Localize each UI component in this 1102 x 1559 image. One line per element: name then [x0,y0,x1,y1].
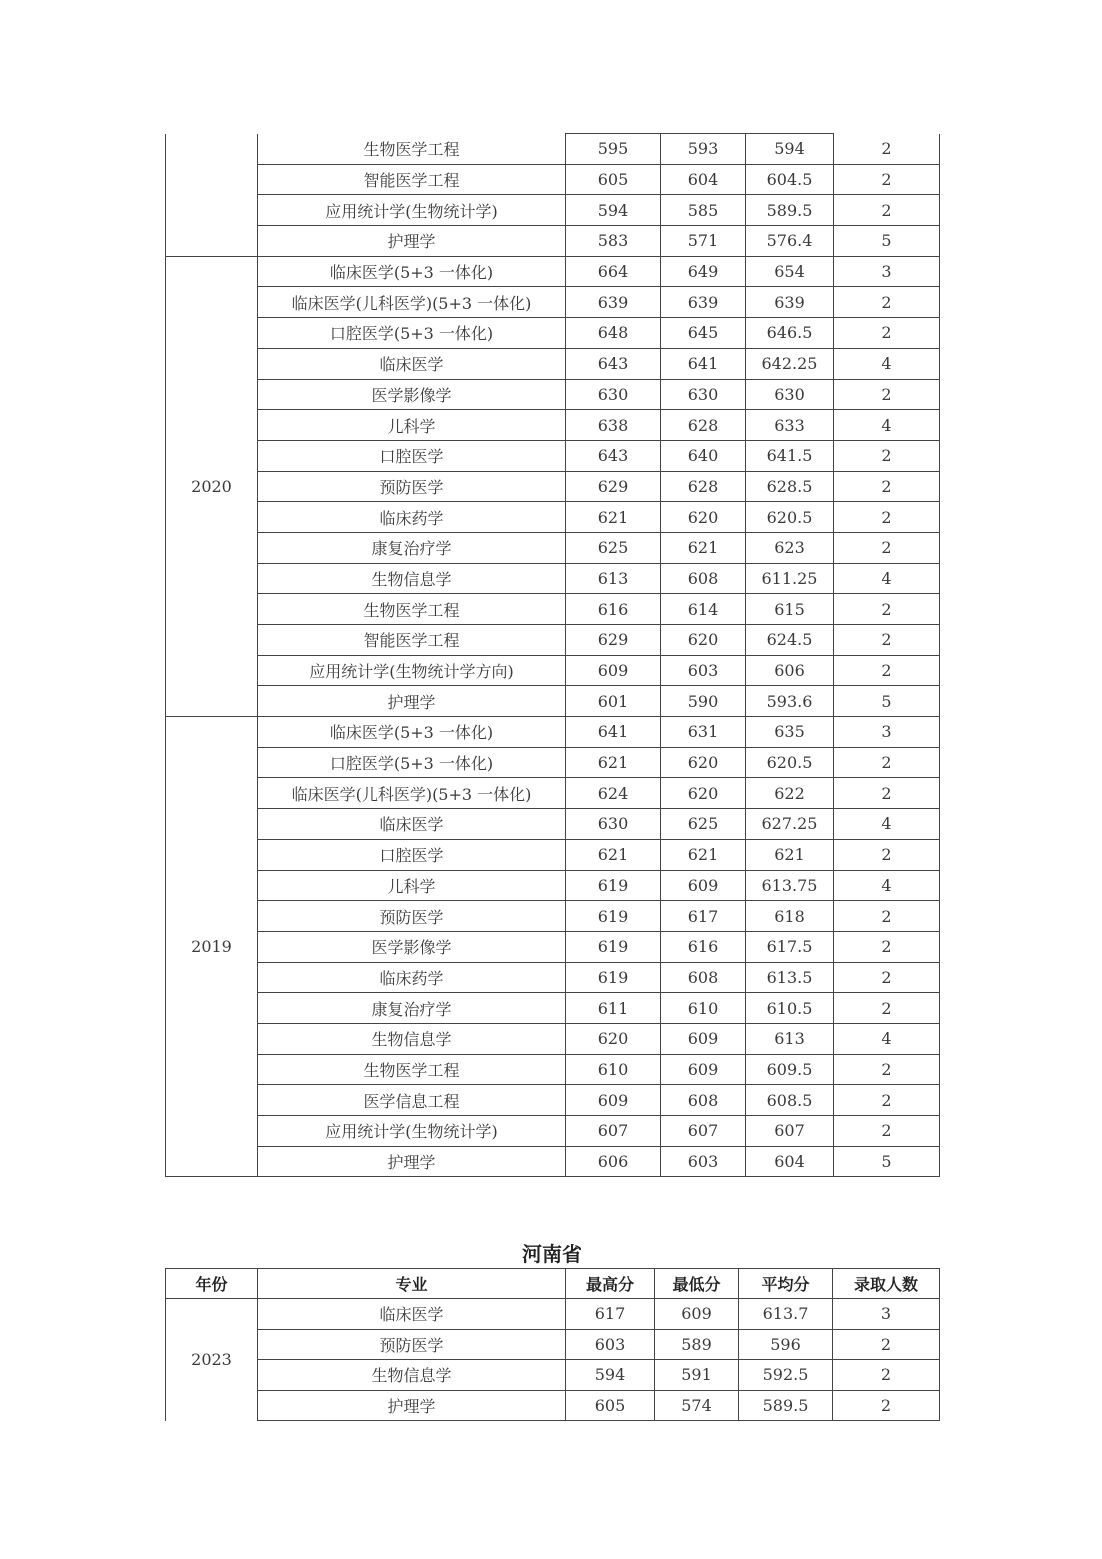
min-score-cell: 603 [661,655,746,686]
admitted-count-cell: 5 [834,226,940,257]
major-cell: 儿科学 [258,410,566,441]
avg-score-cell: 646.5 [746,318,834,349]
year-cell-continued [166,134,258,257]
min-score-cell: 593 [661,134,746,165]
admitted-count-cell: 2 [834,471,940,502]
avg-score-cell: 606 [746,655,834,686]
admitted-count-cell: 2 [834,594,940,625]
avg-score-cell: 623 [746,532,834,563]
avg-score-cell: 613.5 [746,962,834,993]
major-cell: 生物医学工程 [258,594,566,625]
min-score-cell: 591 [655,1360,739,1391]
max-score-cell: 629 [566,471,661,502]
admitted-count-cell: 2 [834,747,940,778]
max-score-cell: 601 [566,686,661,717]
table-row [166,502,940,533]
major-cell: 儿科学 [258,870,566,901]
min-score-cell: 628 [661,410,746,441]
avg-score-cell: 620.5 [746,747,834,778]
admitted-count-cell: 2 [833,1360,940,1391]
table-row [166,747,940,778]
major-cell: 护理学 [258,226,566,257]
min-score-cell: 620 [661,625,746,656]
min-score-cell: 589 [655,1329,739,1360]
admitted-count-cell: 5 [834,1146,940,1177]
table-row [166,1054,940,1085]
max-score-cell: 621 [566,747,661,778]
major-cell: 护理学 [258,1146,566,1177]
avg-score-cell: 596 [739,1329,833,1360]
max-score-cell: 625 [566,532,661,563]
min-score-cell: 620 [661,502,746,533]
admitted-count-cell: 2 [834,502,940,533]
avg-score-cell: 622 [746,778,834,809]
admitted-count-cell: 2 [834,901,940,932]
major-cell: 护理学 [258,1390,566,1421]
max-score-cell: 594 [566,1360,655,1391]
table-row [166,226,940,257]
avg-score-cell: 628.5 [746,471,834,502]
admitted-count-cell: 2 [834,625,940,656]
max-score-cell: 621 [566,502,661,533]
table-row [166,655,940,686]
table-row [166,1329,940,1360]
table-row [166,686,940,717]
major-cell: 临床医学(5+3 一体化) [258,717,566,748]
table-row [166,471,940,502]
admitted-count-cell: 3 [833,1299,940,1330]
header-admitted-count: 录取人数 [833,1269,940,1299]
avg-score-cell: 613.7 [739,1299,833,1330]
min-score-cell: 574 [655,1390,739,1421]
avg-score-cell: 627.25 [746,809,834,840]
major-cell: 口腔医学 [258,440,566,471]
min-score-cell: 610 [661,993,746,1024]
major-cell: 预防医学 [258,901,566,932]
max-score-cell: 610 [566,1054,661,1085]
max-score-cell: 643 [566,348,661,379]
henan-scores-table [165,1268,940,1421]
max-score-cell: 609 [566,1085,661,1116]
admitted-count-cell: 2 [834,318,940,349]
avg-score-cell: 642.25 [746,348,834,379]
max-score-cell: 583 [566,226,661,257]
max-score-cell: 619 [566,931,661,962]
admitted-count-cell: 2 [834,839,940,870]
major-cell: 医学信息工程 [258,1085,566,1116]
table-row [166,256,940,287]
min-score-cell: 609 [661,870,746,901]
admitted-count-cell: 3 [834,717,940,748]
major-cell: 预防医学 [258,471,566,502]
max-score-cell: 595 [566,134,661,165]
major-cell: 口腔医学 [258,839,566,870]
max-score-cell: 619 [566,962,661,993]
min-score-cell: 640 [661,440,746,471]
max-score-cell: 606 [566,1146,661,1177]
admitted-count-cell: 2 [834,287,940,318]
admitted-count-cell: 2 [834,962,940,993]
major-cell: 生物信息学 [258,1023,566,1054]
table-header-row [166,1269,940,1299]
admitted-count-cell: 2 [834,532,940,563]
major-cell: 生物医学工程 [258,1054,566,1085]
avg-score-cell: 624.5 [746,625,834,656]
major-cell: 生物信息学 [258,563,566,594]
header-avg-score: 平均分 [739,1269,833,1299]
major-cell: 预防医学 [258,1329,566,1360]
max-score-cell: 617 [566,1299,655,1330]
admitted-count-cell: 2 [834,931,940,962]
avg-score-cell: 615 [746,594,834,625]
table-row [166,1360,940,1391]
min-score-cell: 645 [661,318,746,349]
major-cell: 康复治疗学 [258,993,566,1024]
admitted-count-cell: 4 [834,563,940,594]
min-score-cell: 641 [661,348,746,379]
avg-score-cell: 633 [746,410,834,441]
major-cell: 应用统计学(生物统计学) [258,1116,566,1147]
min-score-cell: 617 [661,901,746,932]
min-score-cell: 631 [661,717,746,748]
admitted-count-cell: 2 [834,778,940,809]
major-cell: 智能医学工程 [258,164,566,195]
min-score-cell: 585 [661,195,746,226]
admitted-count-cell: 4 [834,348,940,379]
max-score-cell: 594 [566,195,661,226]
major-cell: 医学影像学 [258,379,566,410]
max-score-cell: 639 [566,287,661,318]
min-score-cell: 604 [661,164,746,195]
table-row [166,1146,940,1177]
admitted-count-cell: 2 [834,164,940,195]
admitted-count-cell: 2 [834,379,940,410]
table-row [166,809,940,840]
admitted-count-cell: 3 [834,256,940,287]
major-cell: 应用统计学(生物统计学) [258,195,566,226]
admitted-count-cell: 2 [834,134,940,165]
avg-score-cell: 604.5 [746,164,834,195]
max-score-cell: 643 [566,440,661,471]
min-score-cell: 609 [661,1054,746,1085]
avg-score-cell: 617.5 [746,931,834,962]
max-score-cell: 621 [566,839,661,870]
avg-score-cell: 654 [746,256,834,287]
avg-score-cell: 641.5 [746,440,834,471]
max-score-cell: 630 [566,809,661,840]
avg-score-cell: 618 [746,901,834,932]
major-cell: 应用统计学(生物统计学方向) [258,655,566,686]
admitted-count-cell: 2 [834,993,940,1024]
min-score-cell: 620 [661,747,746,778]
year-cell: 2023 [166,1299,258,1421]
min-score-cell: 590 [661,686,746,717]
table-row [166,778,940,809]
admitted-count-cell: 2 [834,440,940,471]
section-title-henan: 河南省 [522,1242,582,1266]
major-cell: 临床医学(儿科医学)(5+3 一体化) [258,287,566,318]
table-row [166,1390,940,1421]
min-score-cell: 628 [661,471,746,502]
min-score-cell: 603 [661,1146,746,1177]
max-score-cell: 619 [566,901,661,932]
min-score-cell: 607 [661,1116,746,1147]
max-score-cell: 648 [566,318,661,349]
table-row [166,993,940,1024]
avg-score-cell: 576.4 [746,226,834,257]
max-score-cell: 616 [566,594,661,625]
min-score-cell: 608 [661,962,746,993]
table-row [166,563,940,594]
table-row [166,1116,940,1147]
header-max-score: 最高分 [566,1269,655,1299]
avg-score-cell: 608.5 [746,1085,834,1116]
major-cell: 临床医学 [258,348,566,379]
admitted-count-cell: 2 [834,195,940,226]
header-major: 专业 [258,1269,566,1299]
table-row [166,1299,940,1330]
major-cell: 临床医学 [258,809,566,840]
min-score-cell: 616 [661,931,746,962]
major-cell: 生物医学工程 [258,134,566,165]
max-score-cell: 611 [566,993,661,1024]
admitted-count-cell: 2 [834,1085,940,1116]
max-score-cell: 605 [566,164,661,195]
avg-score-cell: 639 [746,287,834,318]
min-score-cell: 608 [661,563,746,594]
major-cell: 生物信息学 [258,1360,566,1391]
admitted-count-cell: 2 [834,655,940,686]
table-row [166,625,940,656]
max-score-cell: 664 [566,256,661,287]
major-cell: 护理学 [258,686,566,717]
admission-scores-table-continued [165,133,940,1177]
avg-score-cell: 609.5 [746,1054,834,1085]
min-score-cell: 609 [661,1023,746,1054]
table-row [166,410,940,441]
major-cell: 临床医学(5+3 一体化) [258,256,566,287]
table-row [166,134,940,165]
table-row [166,348,940,379]
table-row [166,839,940,870]
major-cell: 临床医学(儿科医学)(5+3 一体化) [258,778,566,809]
major-cell: 口腔医学(5+3 一体化) [258,318,566,349]
table-row [166,1085,940,1116]
avg-score-cell: 635 [746,717,834,748]
table-row [166,532,940,563]
max-score-cell: 619 [566,870,661,901]
major-cell: 口腔医学(5+3 一体化) [258,747,566,778]
header-min-score: 最低分 [655,1269,739,1299]
major-cell: 康复治疗学 [258,532,566,563]
admitted-count-cell: 5 [834,686,940,717]
major-cell: 临床药学 [258,502,566,533]
year-cell: 2020 [166,256,258,716]
min-score-cell: 621 [661,839,746,870]
admitted-count-cell: 4 [834,870,940,901]
avg-score-cell: 610.5 [746,993,834,1024]
avg-score-cell: 613.75 [746,870,834,901]
admitted-count-cell: 4 [834,1023,940,1054]
avg-score-cell: 607 [746,1116,834,1147]
max-score-cell: 603 [566,1329,655,1360]
max-score-cell: 624 [566,778,661,809]
max-score-cell: 613 [566,563,661,594]
admitted-count-cell: 2 [834,1116,940,1147]
max-score-cell: 605 [566,1390,655,1421]
max-score-cell: 641 [566,717,661,748]
table-row [166,318,940,349]
table-row [166,440,940,471]
table-row [166,287,940,318]
admitted-count-cell: 2 [833,1390,940,1421]
header-year: 年份 [166,1269,258,1299]
major-cell: 临床医学 [258,1299,566,1330]
avg-score-cell: 589.5 [739,1390,833,1421]
max-score-cell: 609 [566,655,661,686]
min-score-cell: 649 [661,256,746,287]
table-row [166,870,940,901]
max-score-cell: 607 [566,1116,661,1147]
avg-score-cell: 613 [746,1023,834,1054]
table-row [166,379,940,410]
avg-score-cell: 611.25 [746,563,834,594]
min-score-cell: 571 [661,226,746,257]
avg-score-cell: 589.5 [746,195,834,226]
table-row [166,717,940,748]
major-cell: 医学影像学 [258,931,566,962]
avg-score-cell: 620.5 [746,502,834,533]
min-score-cell: 614 [661,594,746,625]
max-score-cell: 638 [566,410,661,441]
max-score-cell: 630 [566,379,661,410]
avg-score-cell: 630 [746,379,834,410]
table-row [166,195,940,226]
max-score-cell: 629 [566,625,661,656]
avg-score-cell: 621 [746,839,834,870]
table-row [166,931,940,962]
avg-score-cell: 593.6 [746,686,834,717]
admitted-count-cell: 2 [834,1054,940,1085]
avg-score-cell: 594 [746,134,834,165]
table-row [166,164,940,195]
admitted-count-cell: 4 [834,410,940,441]
table-row [166,962,940,993]
min-score-cell: 620 [661,778,746,809]
min-score-cell: 639 [661,287,746,318]
min-score-cell: 625 [661,809,746,840]
admitted-count-cell: 2 [833,1329,940,1360]
avg-score-cell: 592.5 [739,1360,833,1391]
table-row [166,1023,940,1054]
major-cell: 临床药学 [258,962,566,993]
min-score-cell: 621 [661,532,746,563]
admitted-count-cell: 4 [834,809,940,840]
year-cell: 2019 [166,717,258,1177]
table-row [166,594,940,625]
avg-score-cell: 604 [746,1146,834,1177]
max-score-cell: 620 [566,1023,661,1054]
min-score-cell: 609 [655,1299,739,1330]
min-score-cell: 608 [661,1085,746,1116]
table-row [166,901,940,932]
min-score-cell: 630 [661,379,746,410]
major-cell: 智能医学工程 [258,625,566,656]
